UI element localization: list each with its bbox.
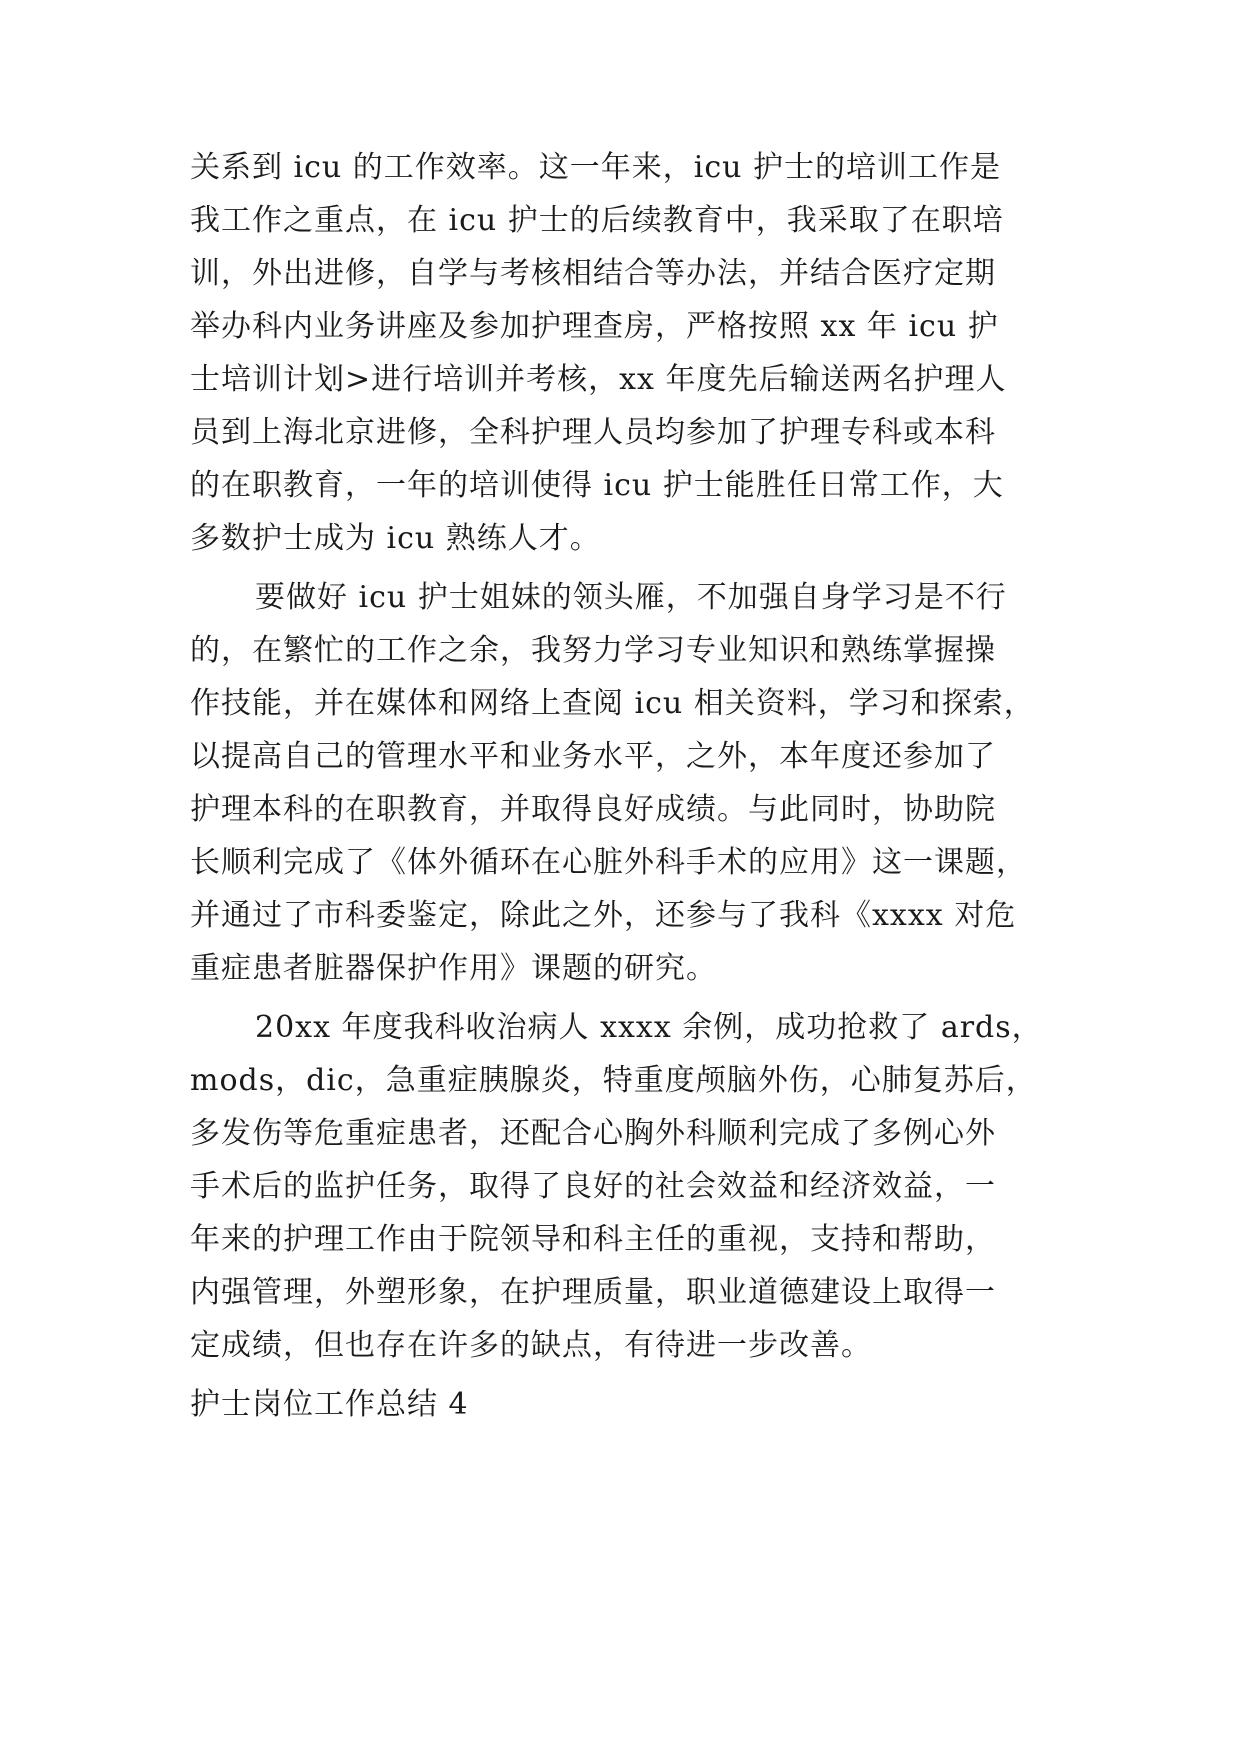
paragraph-3-line-4: 手术后的监护任务，取得了良好的社会效益和经济效益，一 bbox=[190, 1169, 996, 1204]
paragraph-1-line-8: 多数护士成为 icu 熟练人才。 bbox=[190, 521, 601, 556]
paragraph-2-line-7: 并通过了市科委鉴定，除此之外，还参与了我科《xxxx 对危 bbox=[190, 898, 1017, 933]
paragraph-3-line-1: 20xx 年度我科收治病人 xxxx 余例，成功抢救了 ards， bbox=[255, 1010, 1043, 1045]
paragraph-2-line-1: 要做好 icu 护士姐妹的领头雁，不加强自身学习是不行 bbox=[255, 580, 1007, 615]
paragraph-1-line-1: 关系到 icu 的工作效率。这一年来，icu 护士的培训工作是 bbox=[190, 150, 1002, 185]
paragraph-3-line-2: mods，dic，急重症胰腺炎，特重度颅脑外伤，心肺复苏后， bbox=[190, 1063, 1037, 1098]
paragraph-2-line-6: 长顺利完成了《体外循环在心脏外科手术的应用》这一课题， bbox=[190, 845, 1027, 880]
paragraph-2-line-4: 以提高自己的管理水平和业务水平，之外，本年度还参加了 bbox=[190, 739, 996, 774]
paragraph-2-line-8: 重症患者脏器保护作用》课题的研究。 bbox=[190, 951, 717, 986]
section-heading: 护士岗位工作总结 4 bbox=[190, 1387, 469, 1422]
paragraph-3-line-5: 年来的护理工作由于院领导和科主任的重视，支持和帮助， bbox=[190, 1222, 996, 1257]
paragraph-1-line-7: 的在职教育，一年的培训使得 icu 护士能胜任日常工作，大 bbox=[190, 468, 1004, 503]
paragraph-1-line-5: 士培训计划>进行培训并考核，xx 年度先后输送两名护理人 bbox=[190, 362, 1007, 397]
paragraph-1-line-4: 举办科内业务讲座及参加护理查房，严格按照 xx 年 icu 护 bbox=[190, 309, 999, 344]
paragraph-2-line-2: 的，在繁忙的工作之余，我努力学习专业知识和熟练掌握操 bbox=[190, 633, 996, 668]
paragraph-1-line-6: 员到上海北京进修，全科护理人员均参加了护理专科或本科 bbox=[190, 415, 996, 450]
paragraph-3-line-7: 定成绩，但也存在许多的缺点，有待进一步改善。 bbox=[190, 1328, 872, 1363]
paragraph-1-line-3: 训，外出进修，自学与考核相结合等办法，并结合医疗定期 bbox=[190, 256, 996, 291]
paragraph-3-line-3: 多发伤等危重症患者，还配合心胸外科顺利完成了多例心外 bbox=[190, 1116, 996, 1151]
paragraph-1-line-2: 我工作之重点，在 icu 护士的后续教育中，我采取了在职培 bbox=[190, 203, 1004, 238]
paragraph-2-line-5: 护理本科的在职教育，并取得良好成绩。与此同时，协助院 bbox=[190, 792, 996, 827]
paragraph-3-line-6: 内强管理，外塑形象，在护理质量，职业道德建设上取得一 bbox=[190, 1275, 996, 1310]
paragraph-2-line-3: 作技能，并在媒体和网络上查阅 icu 相关资料，学习和探索， bbox=[190, 686, 1035, 721]
